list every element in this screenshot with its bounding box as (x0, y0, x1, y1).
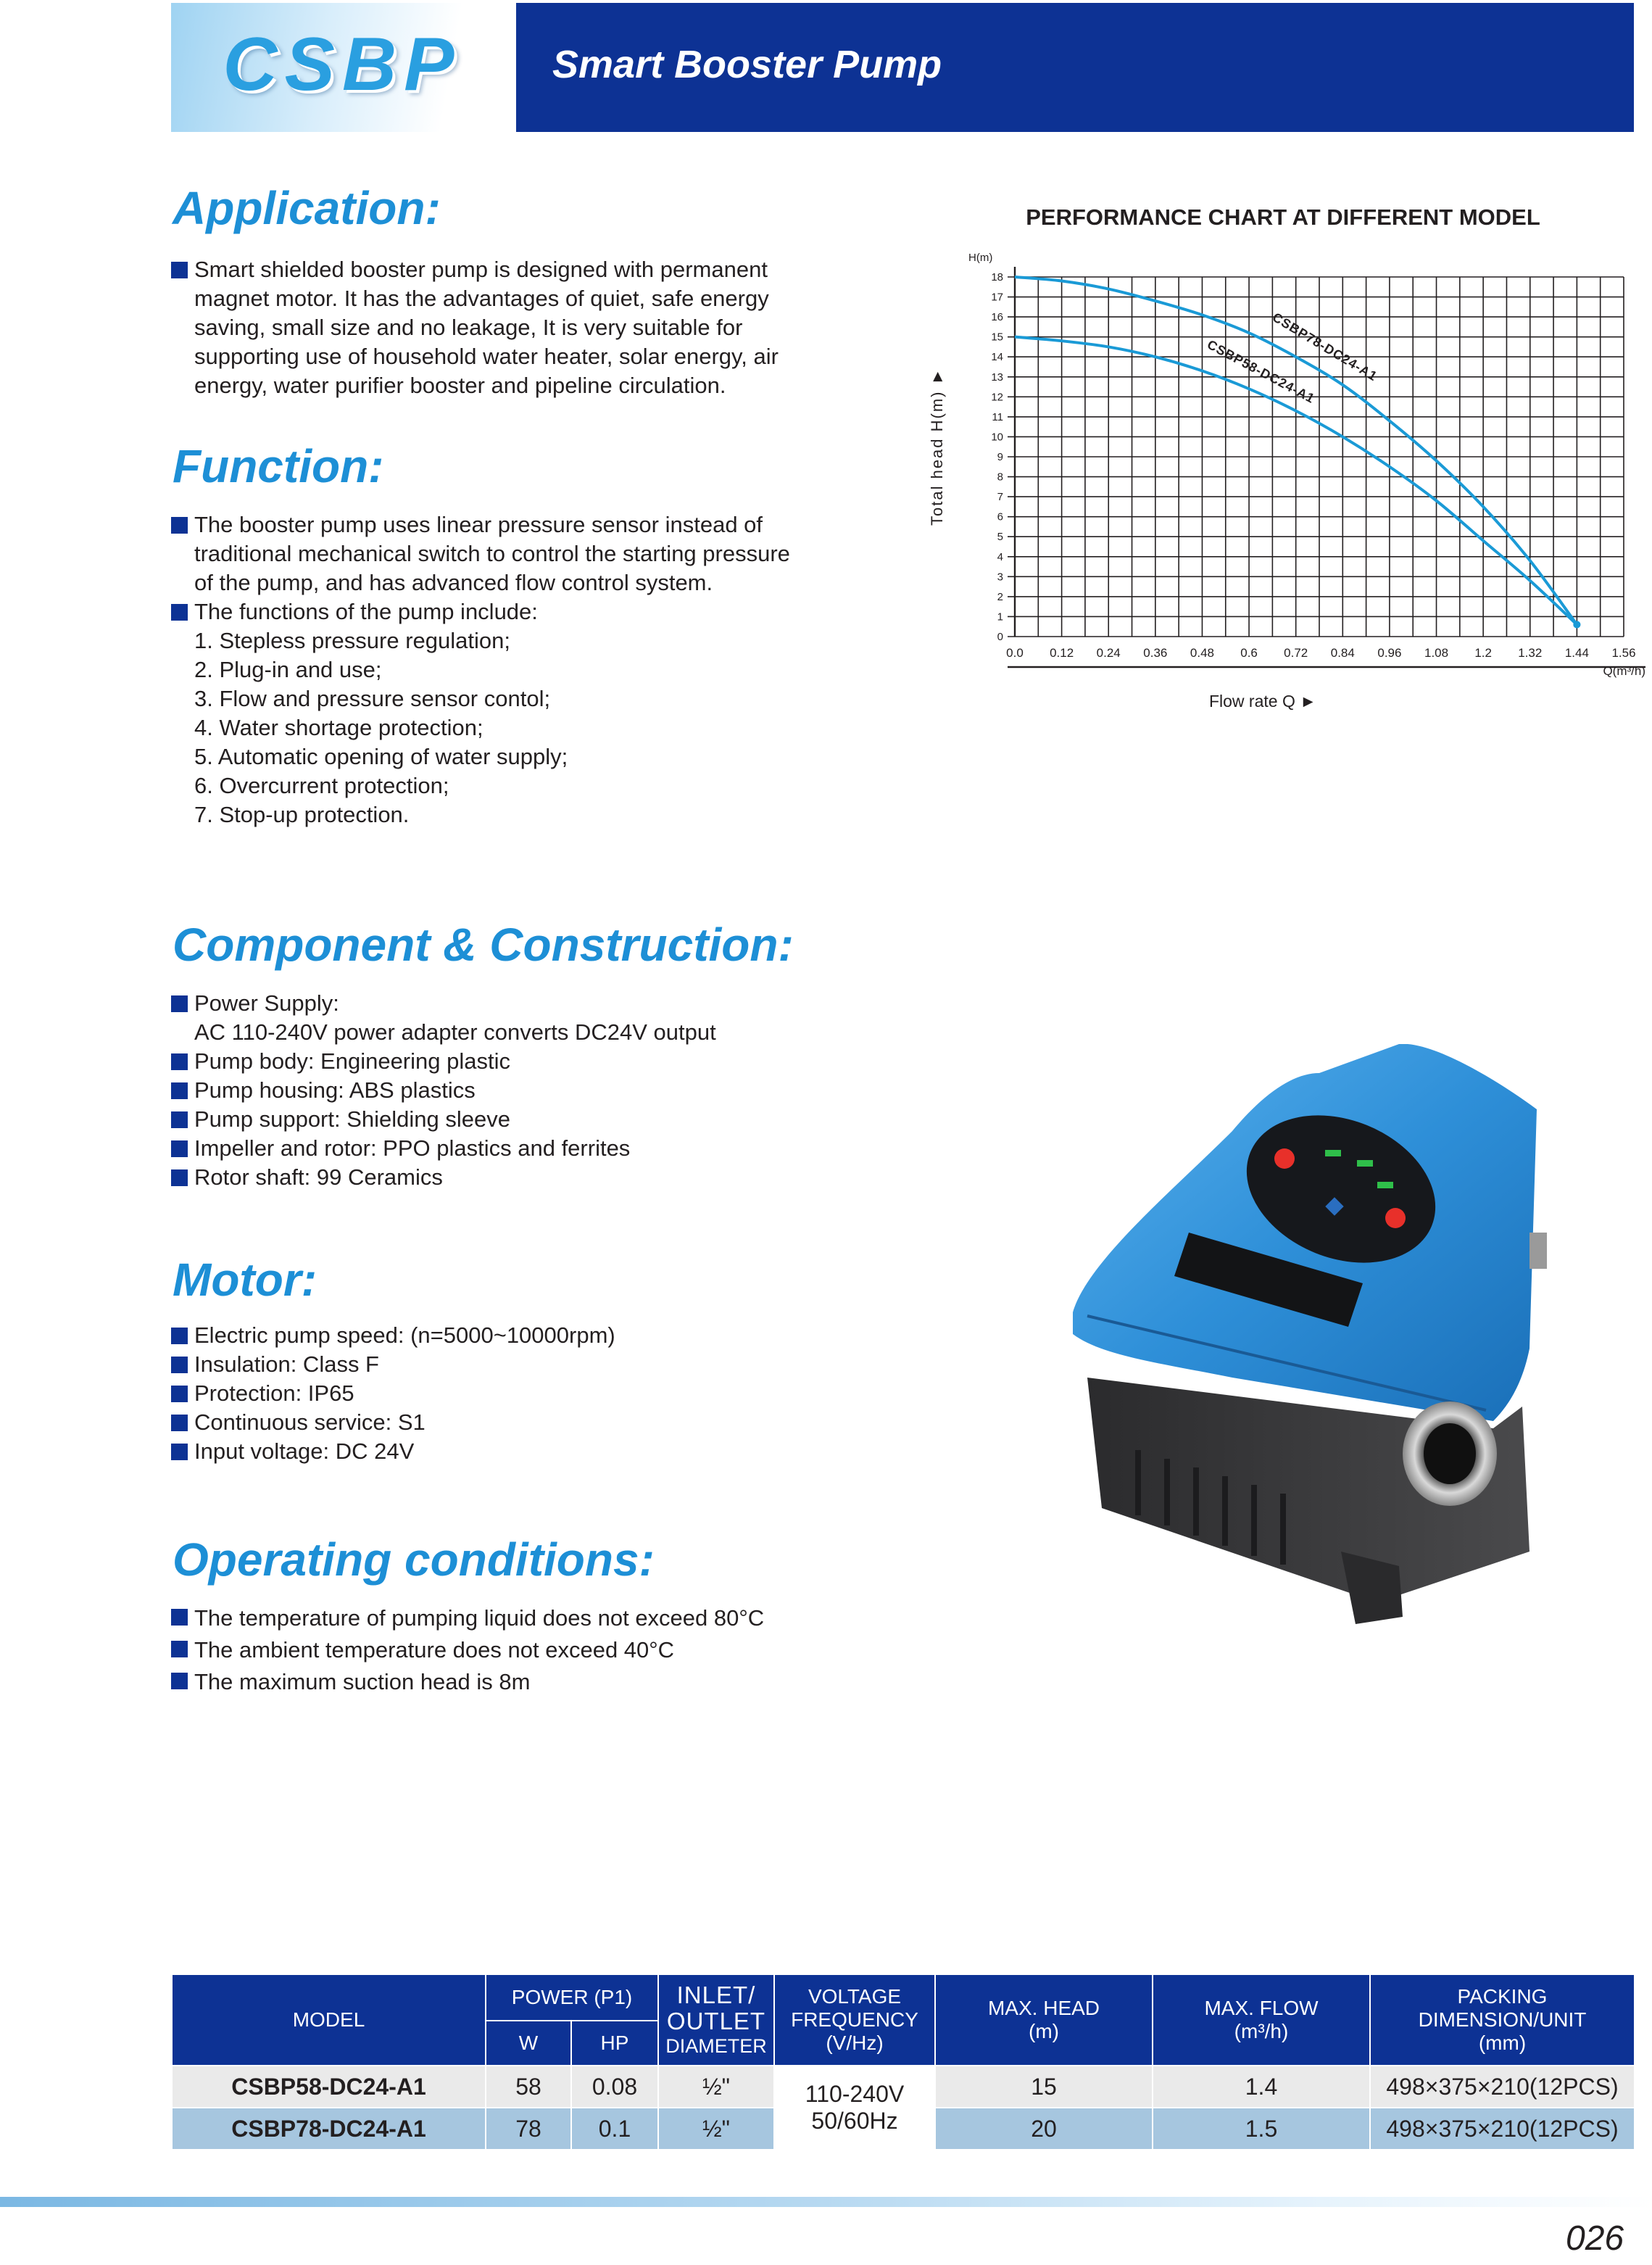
motor-item: Continuous service: S1 (171, 1408, 896, 1437)
x-axis-label: Flow rate Q ► (1208, 692, 1317, 711)
motor-item: Input voltage: DC 24V (171, 1437, 896, 1466)
plus-button-icon (1274, 1148, 1295, 1169)
inlet-port (1529, 1233, 1547, 1269)
footer-bar (0, 2197, 1652, 2207)
x-tick-label: 0.72 (1284, 646, 1308, 660)
function-heading: Function: (173, 440, 384, 492)
col-power-w: W (486, 2021, 571, 2066)
x-tick-label: 1.08 (1424, 646, 1449, 660)
operating-heading: Operating conditions: (173, 1533, 655, 1586)
y-tick-label: 18 (991, 271, 1003, 283)
bullet-square-icon (171, 1111, 188, 1128)
page-title: Smart Booster Pump (552, 43, 942, 86)
page-number: 026 (1566, 2219, 1624, 2258)
bullet-square-icon (171, 1673, 188, 1689)
cell-flow: 1.5 (1153, 2108, 1370, 2150)
y-tick-label: 16 (991, 311, 1003, 324)
function-sublist (171, 626, 809, 829)
bullet-square-icon (171, 262, 188, 278)
component-item: Pump housing: ABS plastics (171, 1076, 968, 1105)
booster-pump-photo (1058, 1044, 1624, 1653)
series-end-point (1573, 621, 1580, 628)
x-tick-label: 1.32 (1518, 646, 1543, 660)
x-tick-label: 1.44 (1564, 646, 1589, 660)
cell-head: 15 (935, 2066, 1153, 2108)
y-tick-label: 6 (997, 510, 1003, 523)
bullet-square-icon (171, 1357, 188, 1373)
cell-w: 58 (486, 2066, 571, 2108)
function-subitem: 1. Stepless pressure regulation; (194, 628, 510, 653)
y-tick-label: 13 (991, 370, 1003, 384)
motor-item: Insulation: Class F (171, 1350, 896, 1379)
operating-item: The temperature of pumping liquid does not exceed 80°C (171, 1602, 968, 1634)
y-tick-label: 4 (997, 550, 1003, 563)
performance-chart (913, 239, 1652, 732)
y-tick-label: 8 (997, 471, 1003, 484)
x-tick-label: 0.36 (1143, 646, 1168, 660)
indicator-light-icon (1357, 1160, 1373, 1167)
application-item: Smart shielded booster pump is designed with permanent magnet motor. It has the advantages of quiet, safe energy saving, small size and no leakage, It is very suitable for supporting use of household water heater, solar energy, air energy, water purifier booster and pipeline circulation. (171, 255, 823, 400)
component-heading: Component & Construction: (173, 919, 794, 971)
motor-list (171, 1321, 896, 1466)
bullet-square-icon (171, 995, 188, 1012)
function-item: The functions of the pump include: (171, 597, 809, 626)
function-subitem: 6. Overcurrent protection; (194, 773, 449, 798)
bullet-square-icon (171, 1328, 188, 1344)
component-item: Power Supply: (171, 989, 968, 1018)
component-list (171, 989, 968, 1192)
y-tick-label: 1 (997, 610, 1003, 624)
y-tick-label: 7 (997, 491, 1003, 504)
brand-logo: CSBP (223, 22, 462, 107)
x-tick-label: 0.96 (1377, 646, 1402, 660)
y-axis-label: Total head H(m) ► (928, 367, 946, 526)
y-tick-label: 11 (992, 410, 1003, 423)
y-tick-label: 3 (997, 571, 1003, 584)
cell-packing: 498×375×210(12PCS) (1370, 2066, 1635, 2108)
cell-voltage: 110-240V 50/60Hz (774, 2066, 935, 2150)
y-tick-label: 14 (991, 351, 1003, 364)
table-row (172, 2066, 1635, 2108)
indicator-light-icon (1325, 1150, 1341, 1156)
col-inlet-outlet: INLET/ OUTLET DIAMETER (658, 1974, 774, 2066)
bullet-square-icon (171, 1082, 188, 1099)
motor-item: Protection: IP65 (171, 1379, 896, 1408)
bullet-square-icon (171, 1169, 188, 1186)
operating-item: The ambient temperature does not exceed 40°C (171, 1634, 968, 1666)
spec-table (171, 1974, 1635, 2150)
cell-w: 78 (486, 2108, 571, 2150)
col-packing: PACKING DIMENSION/UNIT (mm) (1370, 1974, 1635, 2066)
x-tick-label: 1.56 (1611, 646, 1636, 660)
bullet-square-icon (171, 1386, 188, 1402)
chart-grid (1008, 267, 1645, 667)
col-max-flow: MAX. FLOW (m³/h) (1153, 1974, 1370, 2066)
y-tick-label: 17 (991, 291, 1003, 304)
cell-diameter: ½" (658, 2108, 774, 2150)
function-list (171, 510, 809, 829)
function-subitem: 3. Flow and pressure sensor contol; (194, 686, 551, 711)
y-tick-label: 0 (997, 631, 1003, 643)
bullet-square-icon (171, 1609, 188, 1626)
col-power: POWER (P1) (486, 1974, 658, 2021)
x-tick-label: 1.2 (1474, 646, 1492, 660)
chart-ticks (991, 271, 1635, 660)
y-tick-label: 9 (997, 451, 1003, 463)
cell-model: CSBP58-DC24-A1 (172, 2066, 486, 2108)
y-tick-label: 2 (997, 590, 1003, 603)
x-tick-label: 0.6 (1240, 646, 1258, 660)
cell-hp: 0.1 (571, 2108, 658, 2150)
chart-title: PERFORMANCE CHART AT DIFFERENT MODEL (1026, 204, 1540, 230)
col-max-head: MAX. HEAD (m) (935, 1974, 1153, 2066)
indicator-light-icon (1377, 1182, 1393, 1188)
y-tick-label: 15 (991, 331, 1003, 344)
cell-head: 20 (935, 2108, 1153, 2150)
cell-flow: 1.4 (1153, 2066, 1370, 2108)
function-subitem: 7. Stop-up protection. (194, 802, 410, 827)
cell-model: CSBP78-DC24-A1 (172, 2108, 486, 2150)
function-item: The booster pump uses linear pressure sensor instead of traditional mechanical switch to control the starting pressure of the pump, and has advanced flow control system. (171, 510, 809, 597)
bullet-square-icon (171, 1444, 188, 1460)
col-power-hp: HP (571, 2021, 658, 2066)
bullet-square-icon (171, 604, 188, 621)
x-tick-label: 0.0 (1006, 646, 1024, 660)
application-heading: Application: (173, 182, 441, 234)
y-unit-label: H(m) (968, 252, 993, 264)
function-subitem: 5. Automatic opening of water supply; (194, 744, 568, 769)
x-tick-label: 0.12 (1050, 646, 1074, 660)
y-tick-label: 5 (997, 531, 1003, 544)
function-subitem: 2. Plug-in and use; (194, 657, 382, 682)
bullet-square-icon (171, 517, 188, 534)
x-unit-label: Q(m³/h) (1603, 664, 1645, 678)
minus-button-icon (1385, 1208, 1406, 1228)
y-tick-label: 12 (991, 391, 1003, 404)
bullet-square-icon (171, 1641, 188, 1657)
x-tick-label: 0.24 (1096, 646, 1121, 660)
component-item: Pump body: Engineering plastic (171, 1047, 968, 1076)
operating-item: The maximum suction head is 8m (171, 1666, 968, 1698)
bullet-square-icon (171, 1415, 188, 1431)
y-tick-label: 10 (991, 431, 1003, 444)
component-item: Pump support: Shielding sleeve (171, 1105, 968, 1134)
x-tick-label: 0.84 (1330, 646, 1355, 660)
application-list (171, 255, 823, 400)
component-item: Rotor shaft: 99 Ceramics (171, 1163, 968, 1192)
function-subitem: 4. Water shortage protection; (194, 715, 483, 740)
col-model: MODEL (172, 1974, 486, 2066)
series-label-78: CSBP78-DC24-A1 (1269, 310, 1380, 384)
component-item: Impeller and rotor: PPO plastics and ferrites (171, 1134, 968, 1163)
motor-heading: Motor: (173, 1254, 317, 1306)
cell-diameter: ½" (658, 2066, 774, 2108)
bullet-square-icon (171, 1053, 188, 1070)
x-tick-label: 0.48 (1190, 646, 1215, 660)
series-label-58: CSBP58-DC24-A1 (1205, 336, 1318, 407)
component-power-detail: AC 110-240V power adapter converts DC24V output (194, 1019, 716, 1045)
bullet-square-icon (171, 1140, 188, 1157)
motor-item: Electric pump speed: (n=5000~10000rpm) (171, 1321, 896, 1350)
cell-packing: 498×375×210(12PCS) (1370, 2108, 1635, 2150)
cell-hp: 0.08 (571, 2066, 658, 2108)
col-voltage: VOLTAGE FREQUENCY (V/Hz) (774, 1974, 935, 2066)
operating-list (171, 1602, 968, 1698)
